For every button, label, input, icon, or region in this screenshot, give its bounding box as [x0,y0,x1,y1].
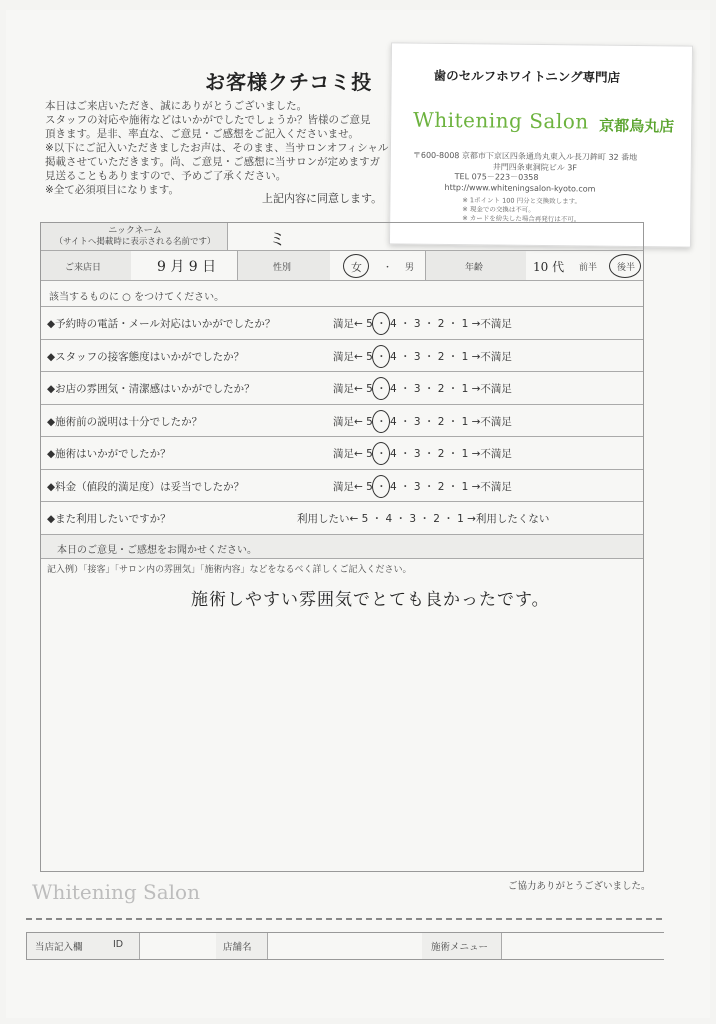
question-text: ◆お店の雰囲気・清潔感はいかがでしたか？ [47,383,255,395]
scale-left-label: 利用したい [297,513,350,525]
office-label: 当店記入欄 [35,942,83,953]
selection-circle [372,312,390,335]
footer-logo: Whitening Salon [32,880,200,904]
nickname-row [41,223,643,251]
gender-label: 性別 [273,263,292,273]
rating-selected[interactable]: 5 [366,448,373,460]
question-text: ◆料金（値段的満足度）は妥当でしたか？ [47,480,245,493]
card-note-line: ※ カードを紛失した場合再発行は不可。 [462,214,581,224]
rating-scale[interactable]: 満足← 5 ・ 4 ・ 3 ・ 2 ・ 1 →不満足 [333,480,512,493]
office-use-section [26,932,664,960]
intro-line: 頂きます。是非、率直な、ご意見・ご感想をご記入くださいませ。 [45,128,359,140]
gender-dot: ・ [383,263,393,273]
card-address-line: 〒600-8008 京都市下京区四条通烏丸東入ル長刀鉾町 32 番地 [412,150,638,163]
card-brand-logo: Whitening Salon [413,107,589,134]
nickname-label-sub: （サイトへ掲載時に表示される名前です） [54,237,216,247]
rating-selected[interactable]: 5 [366,383,373,395]
card-address-line: 井門四条東洞院ビル 3F [492,161,578,172]
rating-scale[interactable]: 満足← 5 ・ 4 ・ 3 ・ 2 ・ 1 →不満足 [333,318,512,330]
card-note-line: ※ 1ポイント 100 円分と交換致します。 [462,196,582,206]
age-early-option[interactable]: 前半 [579,263,598,273]
intro-line: 掲載させていただきます。尚、ご意見・ご感想に当サロンが定めますガ [45,156,381,168]
scale-right-label: 不満足 [480,318,512,330]
selection-circle [372,377,390,400]
question-row [41,372,643,405]
selection-circle [343,254,369,278]
scale-right-label: 不満足 [480,383,512,395]
age-field[interactable]: 10 代 [533,260,565,274]
comment-hint: 記入例）「接客」「サロン内の雰囲気」「施術内容」などをなるべく詳しくご記入ください。 [47,564,412,575]
question-row [41,470,643,503]
store-label: 店舗名 [223,942,252,953]
rating-selected[interactable]: 5 [366,415,373,428]
scale-right-label: 不満足 [480,350,512,363]
survey-table [40,222,644,872]
comment-header: 本日のご意見・ご感想をお聞かせください。 [57,544,257,556]
id-label: ID [113,939,124,950]
divider [227,223,228,250]
scale-right-label: 不満足 [480,480,512,493]
nickname-field[interactable]: ミ [269,230,286,250]
rating-scale[interactable]: 満足← 5 ・ 4 ・ 3 ・ 2 ・ 1 →不満足 [333,448,512,460]
card-notes [462,196,581,224]
question-row [41,405,643,438]
comment-area[interactable] [41,559,643,871]
menu-label: 施術メニュー [431,942,489,953]
scale-left-label: 満足 [333,318,354,330]
nickname-label-title: ニックネーム [108,226,162,236]
question-text: ◆スタッフの接客態度はいかがでしたか？ [47,350,245,363]
card-note-line: ※ 現金での交換は不可。 [462,205,535,214]
agree-text: 上記内容に同意します。 [262,192,383,205]
rating-selected[interactable]: 5 [361,513,369,525]
selection-circle [372,410,390,433]
question-text: ◆また利用したいですか？ [47,513,171,525]
rating-scale[interactable]: 満足← 5 ・ 4 ・ 3 ・ 2 ・ 1 →不満足 [333,415,512,428]
rating-selected[interactable]: 5 [366,350,373,363]
rating-selected[interactable]: 5 [366,480,373,493]
scale-left-label: 満足 [333,415,354,428]
question-row [41,307,643,340]
visit-label: ご来店日 [65,263,102,273]
question-text: ◆予約時の電話・メール対応はいかがでしたか？ [47,318,276,330]
rating-scale[interactable]: 満足← 5 ・ 4 ・ 3 ・ 2 ・ 1 →不満足 [333,350,512,363]
question-row [41,502,643,535]
rating-scale[interactable]: 満足← 5 ・ 4 ・ 3 ・ 2 ・ 1 →不満足 [333,383,512,395]
intro-line: ※以下にご記入いただきましたお声は、そのまま、当サロンオフィシャル [45,142,389,154]
rating-selected[interactable]: 5 [366,318,373,330]
nickname-label [49,226,221,248]
scale-right-label: 不満足 [480,415,512,428]
card-address-line: TEL 075－223－0358 [454,172,539,182]
intro-line: 本日はご来店いただき、誠にありがとうございました。 [45,100,308,112]
scale-left-label: 満足 [333,383,354,395]
gender-female-option[interactable]: 女 [351,261,362,274]
intro-text [45,99,395,197]
scale-right-label: 不満足 [480,448,512,460]
scale-left-label: 満足 [333,350,354,363]
menu-field[interactable] [501,933,664,959]
comment-text[interactable]: 施術しやすい雰囲気でとても良かったです。 [191,589,550,610]
question-text: ◆施術はいかがでしたか？ [47,448,171,460]
comment-header-row [41,535,643,559]
visit-row [41,251,643,281]
card-address [412,151,637,195]
scale-right-label: 利用したくない [475,513,550,525]
scale-left-label: 満足 [333,448,354,460]
footer-thanks: ご協力ありがとうございました。 [508,881,651,892]
visit-date-field[interactable]: 9 月 9 日 [157,259,217,275]
question-text: ◆施術前の説明は十分でしたか？ [47,415,203,428]
question-row [41,340,643,373]
instruction-text: 該当するものに ○ をつけてください。 [49,292,225,303]
selection-circle [372,475,390,498]
intro-line: スタッフの対応や施術などはいかがでしたでしょうか？皆様のご意見 [45,114,371,126]
age-label: 年齢 [465,263,484,273]
id-field[interactable] [139,933,216,959]
card-heading: 歯のセルフホワイトニング専門店 [433,67,621,85]
selection-circle [372,345,390,368]
intro-line: 見送ることもありますので、予めご了承ください。 [45,170,287,182]
age-late-option[interactable]: 後半 [617,263,636,273]
card-branch: 京都烏丸店 [599,116,675,136]
scale-left-label: 満足 [333,480,354,493]
intro-line: ※全て必須項目になります。 [45,184,179,196]
question-row [41,437,643,470]
rating-scale[interactable]: 利用したい← 5 ・ 4 ・ 3 ・ 2 ・ 1 →利用したくない [297,513,550,525]
card-address-line: http://www.whiteningsalon-kyoto.com [444,182,596,194]
page-title: お客様クチコミ投 [205,70,373,94]
cut-line [26,918,662,920]
selection-circle [372,442,390,465]
business-card [389,42,693,247]
selection-circle [609,254,641,278]
gender-male-option[interactable]: 男 [405,263,415,273]
instruction-row [41,281,643,307]
store-field[interactable] [267,933,422,959]
